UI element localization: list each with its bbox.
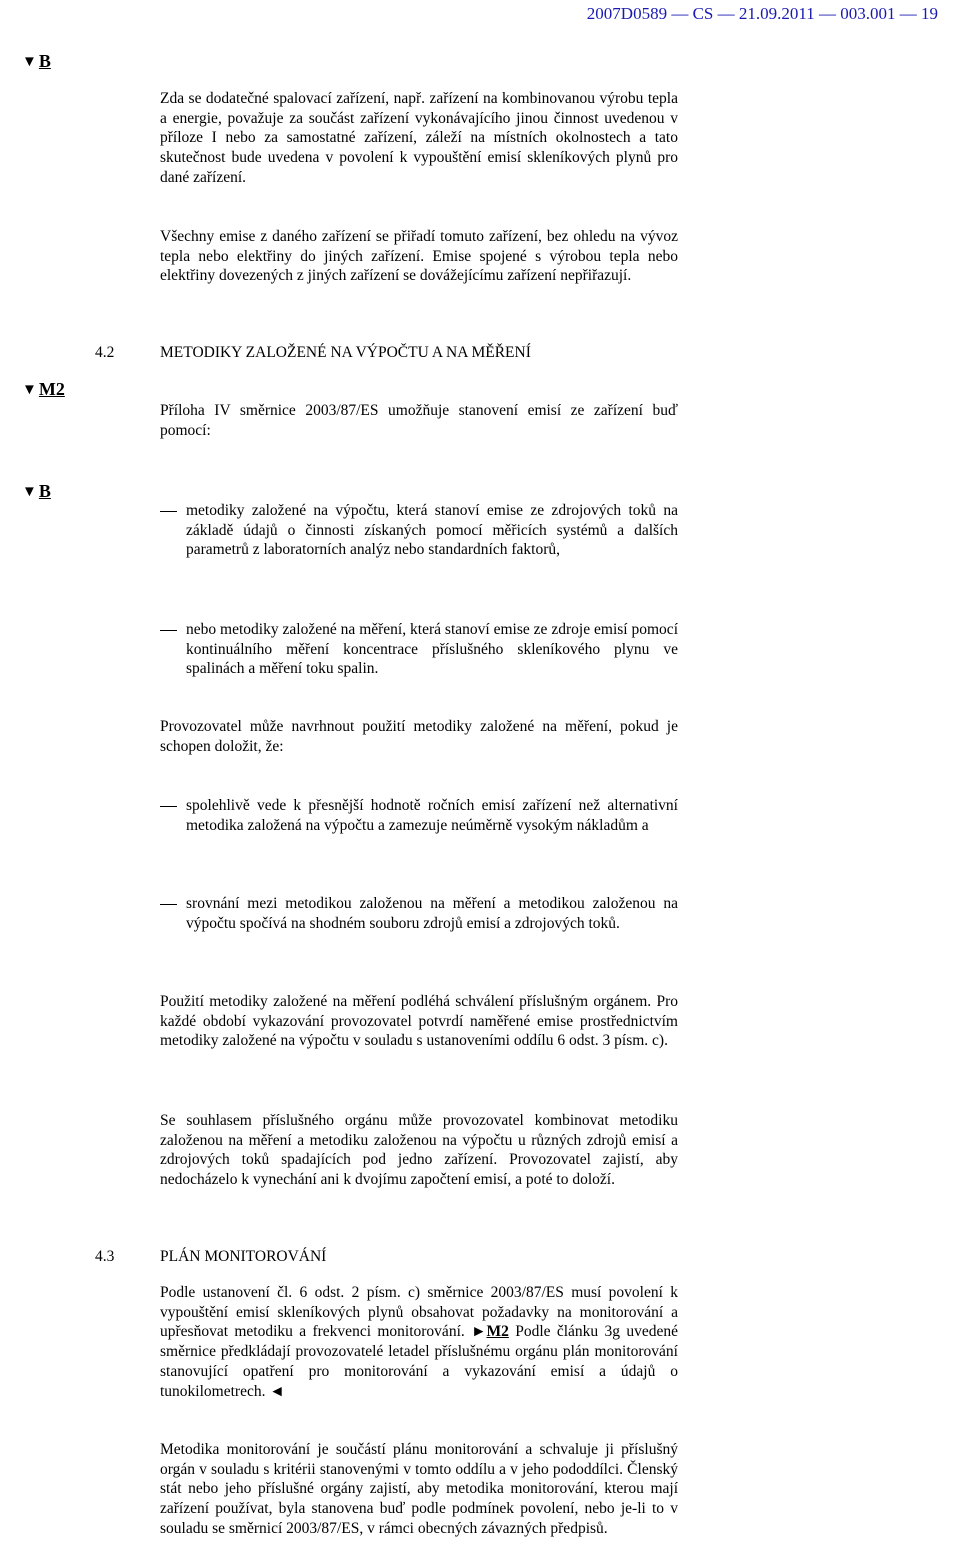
paragraph-emissions-allocation: Všechny emise z daného zařízení se přiřadí tomuto zařízení, bez ohledu na vývoz tepla nebo elektřiny do jiných zařízení. Emise spojené s výrobou tepla nebo elektřiny dovezených z jiných zařízení se dovážejícímu zařízení nepřiřazují.: [160, 228, 678, 285]
section-number: 4.3: [95, 1248, 115, 1265]
amendment-marker-m2[interactable]: ▼ M2: [22, 379, 65, 399]
list-item: spolehlivě vede k přesnější hodnotě ročních emisí zařízení než alternativní metodika založená na výpočtu a zamezuje neúměrně vysokým nákladům a: [160, 796, 678, 835]
triangle-down-icon: ▼: [22, 382, 37, 398]
page-header: 2007D0589 — CS — 21.09.2011 — 003.001 — 19: [586, 4, 938, 23]
doc-language: CS: [692, 4, 714, 23]
paragraph-monitoring-plan: Podle ustanovení čl. 6 odst. 2 písm. c) směrnice 2003/87/ES musí povolení k vypouštění emisí skleníkových plynů obsahovat požadavky na monitorování a upřesňovat metodiku a frekvenci monitorování. ►M2 Podle článku 3g uvedené směrnice předkládají provozovatelé letadel příslušnému orgánu plán monitorování stanovující opatření pro monitorování a vykazování emisí a údajů o tunokilometrech. ◄: [160, 1284, 679, 1400]
amendment-marker-b[interactable]: ▼ B: [22, 481, 51, 501]
paragraph-annex-iv: Příloha IV směrnice 2003/87/ES umožňuje stanovení emisí ze zařízení buď pomocí:: [160, 402, 678, 439]
amendment-marker-b[interactable]: ▼ B: [22, 51, 51, 71]
section-number: 4.2: [95, 344, 115, 361]
paragraph-additional-combustion: Zda se dodatečné spalovací zařízení, např. zařízení na kombinovanou výrobu tepla a energie, považuje za součást zařízení vykonávajícího jinou činnost uvedenou v příloze I nebo za samostatné zařízení, záleží na místních okolnostech a tato skutečnost bude uvedena v povolení k vypouštění emisí skleníkových plynů pro dané zařízení.: [160, 90, 678, 186]
section-title: PLÁN MONITOROVÁNÍ: [160, 1248, 327, 1265]
list-item: srovnání mezi metodikou založenou na měření a metodikou založenou na výpočtu spočívá na shodném souboru zdrojů emisí a zdrojových toků.: [160, 894, 678, 933]
left-arrow-icon: ◄: [269, 1382, 285, 1400]
triangle-down-icon: ▼: [22, 484, 37, 500]
section-title: METODIKY ZALOŽENÉ NA VÝPOČTU A NA MĚŘENÍ: [160, 344, 531, 361]
page-number: 19: [921, 4, 938, 23]
doc-version: 003.001: [840, 4, 896, 23]
doc-code: 2007D0589: [586, 4, 668, 23]
paragraph-measurement-approval: Použití metodiky založené na měření podléhá schválení příslušným orgánem. Pro každé období vykazování provozovatel potvrdí naměřené emise prostřednictvím metodiky založené na výpočtu v souladu s ustanoveními oddílu 6 odst. 3 písm. c).: [160, 993, 678, 1050]
inline-amendment-m2[interactable]: M2: [486, 1323, 509, 1341]
paragraph-operator-proposal: Provozovatel může navrhnout použití metodiky založené na měření, pokud je schopen doložit, že:: [160, 718, 678, 755]
list-item: metodiky založené na výpočtu, která stanoví emise ze zdrojových toků na základě údajů o činnosti získaných pomocí měřicích systémů a dalších parametrů z laboratorních analýz nebo standardních faktorů,: [160, 501, 678, 560]
right-arrow-icon: ►: [471, 1323, 487, 1341]
doc-date: 21.09.2011: [738, 4, 815, 23]
paragraph-monitoring-methodology: Metodika monitorování je součástí plánu monitorování a schvaluje ji příslušný orgán v souladu s kritérii stanovenými v tomto oddílu a v jeho pododdílci. Členský stát nebo jeho příslušné orgány zajistí, aby metodika monitorování, kterou mají zařízení používat, byla stanovena buď podle podmínek povolení, nebo je-li to v souladu se směrnicí 2003/87/ES, v rámci obecných závazných předpisů.: [160, 1441, 678, 1537]
list-item: nebo metodiky založené na měření, která stanoví emise ze zdroje emisí pomocí kontinuálního měření koncentrace příslušného skleníkového plynu ve spalinách a měření toku spalin.: [160, 620, 678, 679]
triangle-down-icon: ▼: [22, 54, 37, 70]
paragraph-combined-methodology: Se souhlasem příslušného orgánu může provozovatel kombinovat metodiku založenou na měření a metodiku založenou na výpočtu u různých zdrojů emisí a zdrojových toků spadajících pod jedno zařízení. Provozovatel zajistí, aby nedocházelo k vynechání ani k dvojímu započtení emisí, a poté to doloží.: [160, 1112, 678, 1189]
